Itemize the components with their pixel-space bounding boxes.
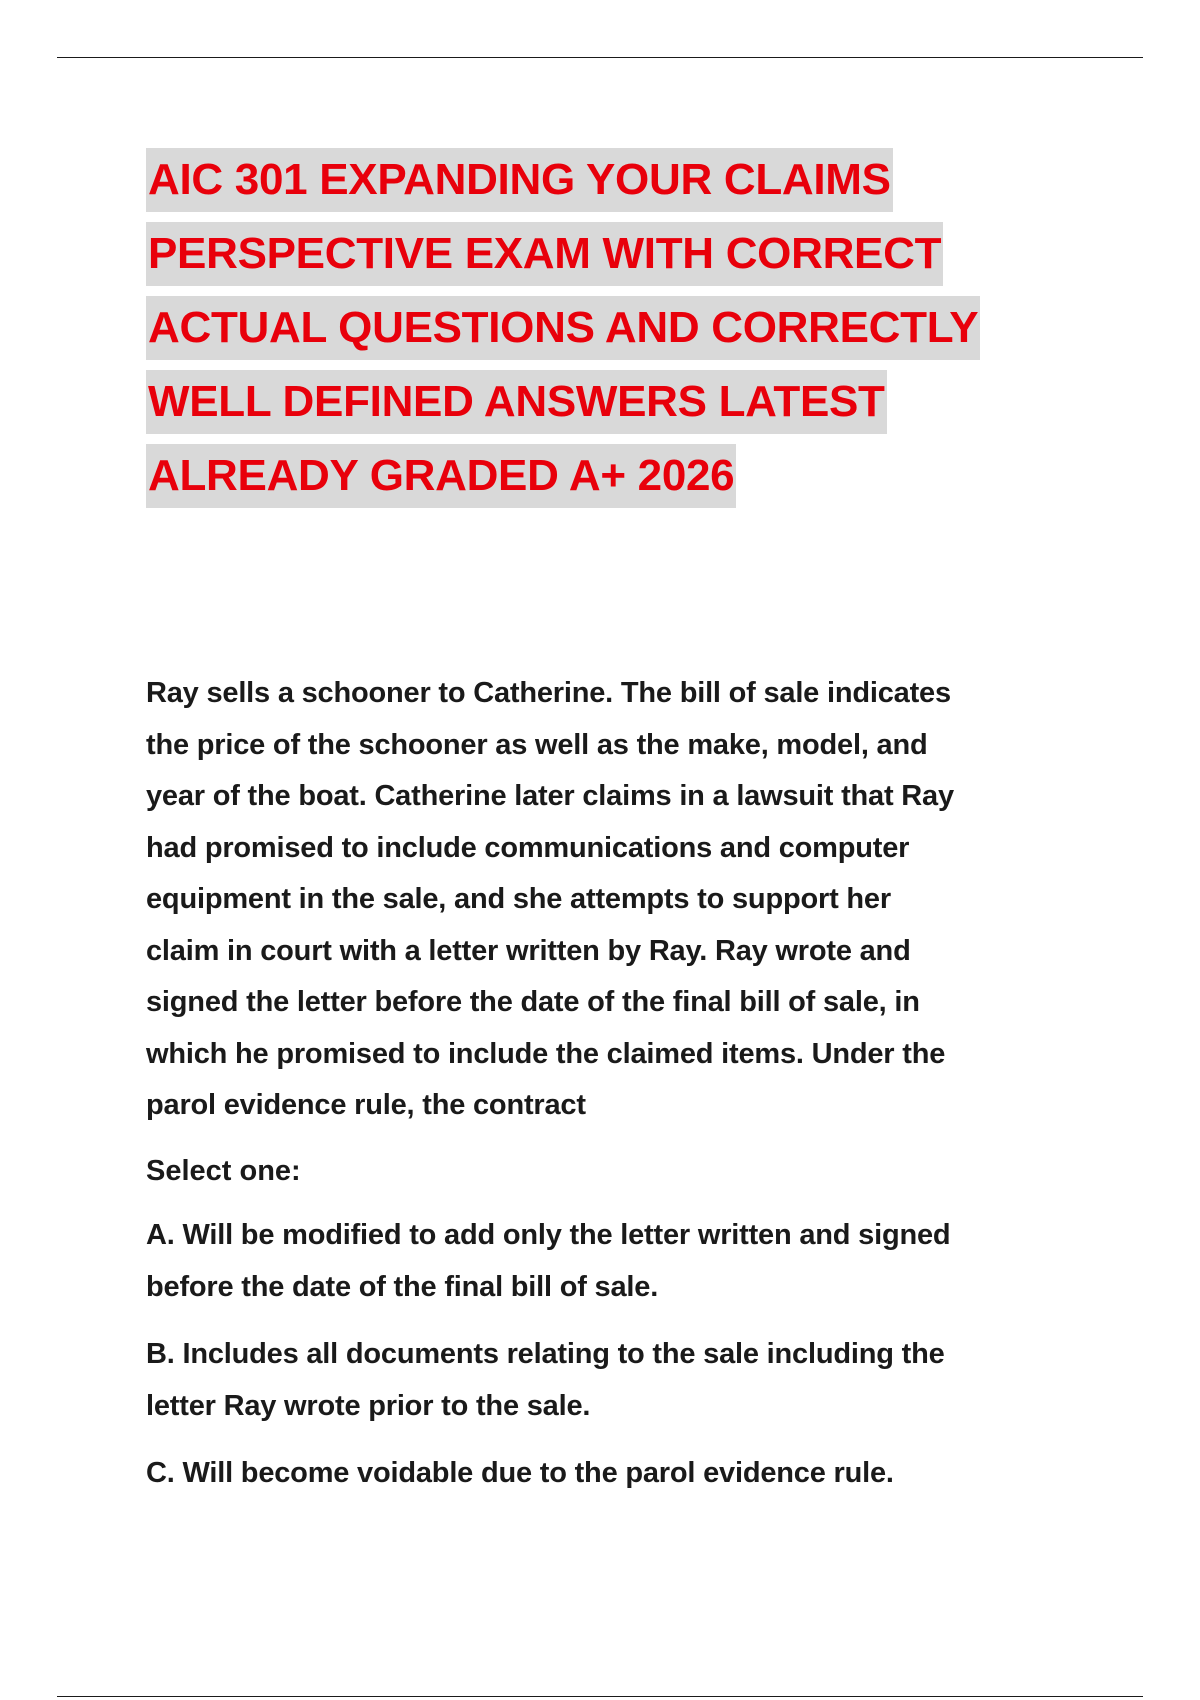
question-line: parol evidence rule, the contract bbox=[146, 1089, 586, 1121]
top-rule bbox=[57, 57, 1143, 58]
option-line: B. Includes all documents relating to the sale including the bbox=[146, 1338, 945, 1370]
title-line: ALREADY GRADED A+ 2026 bbox=[146, 444, 736, 508]
question-line: had promised to include communications and computer bbox=[146, 831, 910, 864]
answer-option-b bbox=[146, 1329, 1076, 1432]
title-line: PERSPECTIVE EXAM WITH CORRECT bbox=[146, 222, 943, 286]
question-line: equipment in the sale, and she attempts to support her bbox=[146, 883, 891, 915]
question-text bbox=[146, 668, 1076, 1132]
option-line: C. Will become voidable due to the parol evidence rule. bbox=[146, 1457, 894, 1489]
document-title bbox=[146, 148, 1076, 518]
answer-option-c bbox=[146, 1448, 1076, 1500]
bottom-rule bbox=[57, 1696, 1143, 1697]
question-line: Ray sells a schooner to Catherine. The bill of sale indicates bbox=[146, 677, 951, 709]
title-line: ACTUAL QUESTIONS AND CORRECTLY bbox=[146, 296, 980, 360]
question-line: which he promised to include the claimed items. Under the bbox=[146, 1037, 946, 1070]
title-line: WELL DEFINED ANSWERS LATEST bbox=[146, 370, 887, 434]
answer-option-a bbox=[146, 1210, 1076, 1313]
title-line: AIC 301 EXPANDING YOUR CLAIMS bbox=[146, 148, 893, 212]
question-line: claim in court with a letter written by Ray. Ray wrote and bbox=[146, 934, 911, 967]
option-line: letter Ray wrote prior to the sale. bbox=[146, 1389, 591, 1422]
option-line: A. Will be modified to add only the letter written and signed bbox=[146, 1219, 951, 1251]
option-line: before the date of the final bill of sale. bbox=[146, 1270, 659, 1303]
question-line: year of the boat. Catherine later claims in a lawsuit that Ray bbox=[146, 780, 954, 812]
question-line: signed the letter before the date of the final bill of sale, in bbox=[146, 986, 920, 1018]
question-line: the price of the schooner as well as the make, model, and bbox=[146, 728, 928, 761]
select-one-label: Select one: bbox=[146, 1155, 301, 1187]
